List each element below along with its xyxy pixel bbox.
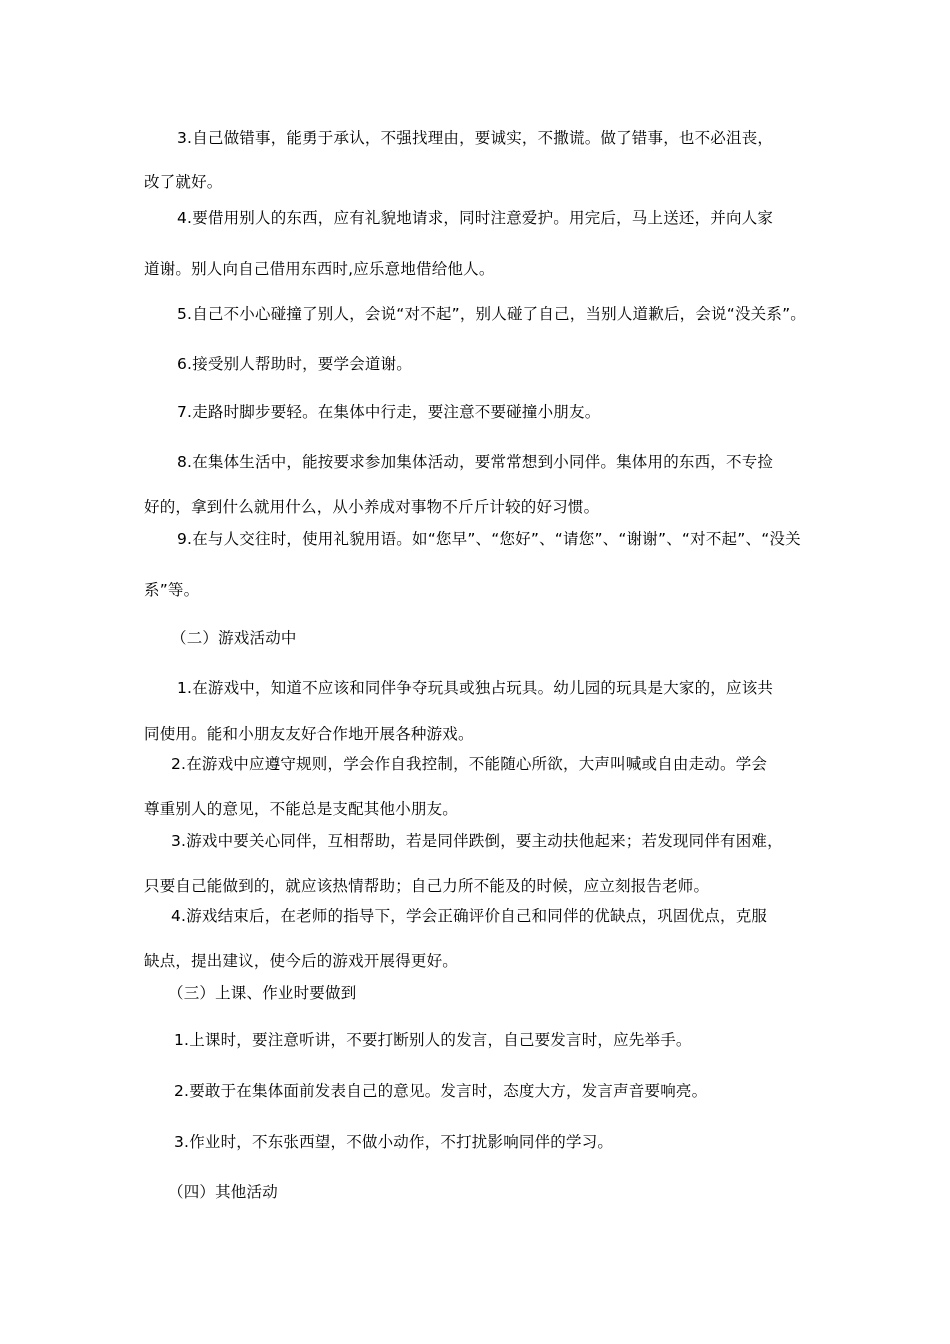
other-heading: （四）其他活动 <box>168 1183 278 1201</box>
games-item-1-line-1: 1.在游戏中，知道不应该和同伴争夺玩具或独占玩具。幼儿园的玩具是大家的，应该共 <box>177 679 774 697</box>
games-item-2-line-2: 尊重别人的意见，不能总是支配其他小朋友。 <box>144 800 459 818</box>
games-item-3-line-2: 只要自己能做到的，就应该热情帮助；自己力所不能及的时候，应立刻报告老师。 <box>144 877 710 895</box>
games-item-4-line-2: 缺点，提出建议，使今后的游戏开展得更好。 <box>144 952 459 970</box>
manners-item-9-line-2: 系”等。 <box>144 581 200 599</box>
manners-item-4-line-2: 道谢。别人向自己借用东西时,应乐意地借给他人。 <box>144 260 495 278</box>
games-item-3-line-1: 3.游戏中要关心同伴，互相帮助，若是同伴跌倒，要主动扶他起来；若发现同伴有困难， <box>171 832 783 850</box>
manners-item-3-line-1: 3.自己做错事，能勇于承认，不强找理由，要诚实，不撒谎。做了错事，也不必沮丧， <box>177 129 774 147</box>
class-item-2: 2.要敢于在集体面前发表自己的意见。发言时，态度大方，发言声音要响亮。 <box>174 1082 708 1100</box>
manners-item-4-line-1: 4.要借用别人的东西，应有礼貌地请求，同时注意爱护。用完后，马上送还，并向人家 <box>177 209 774 227</box>
class-heading: （三）上课、作业时要做到 <box>168 984 357 1002</box>
manners-item-6: 6.接受别人帮助时，要学会道谢。 <box>177 355 412 373</box>
games-item-4-line-1: 4.游戏结束后，在老师的指导下，学会正确评价自己和同伴的优缺点，巩固优点，克服 <box>171 907 768 925</box>
games-item-1-line-2: 同使用。能和小朋友友好合作地开展各种游戏。 <box>144 725 474 743</box>
manners-item-7: 7.走路时脚步要轻。在集体中行走，要注意不要碰撞小朋友。 <box>177 403 601 421</box>
manners-item-8-line-2: 好的，拿到什么就用什么，从小养成对事物不斤斤计较的好习惯。 <box>144 498 600 516</box>
games-item-2-line-1: 2.在游戏中应遵守规则，学会作自我控制，不能随心所欲，大声叫喊或自由走动。学会 <box>171 755 768 773</box>
manners-item-9-line-1: 9.在与人交往时，使用礼貌用语。如“您早”、“您好”、“请您”、“谢谢”、“对不起”、“没关 <box>177 530 801 548</box>
manners-item-5: 5.自己不小心碰撞了别人，会说“对不起”，别人碰了自己，当别人道歉后，会说“没关系”。 <box>177 305 807 323</box>
games-heading: （二）游戏活动中 <box>171 629 297 647</box>
manners-item-3-line-2: 改了就好。 <box>144 173 223 191</box>
class-item-3: 3.作业时，不东张西望，不做小动作，不打扰影响同伴的学习。 <box>174 1133 614 1151</box>
manners-item-8-line-1: 8.在集体生活中，能按要求参加集体活动，要常常想到小同伴。集体用的东西，不专捡 <box>177 453 774 471</box>
class-item-1: 1.上课时，要注意听讲，不要打断别人的发言，自己要发言时，应先举手。 <box>174 1031 692 1049</box>
